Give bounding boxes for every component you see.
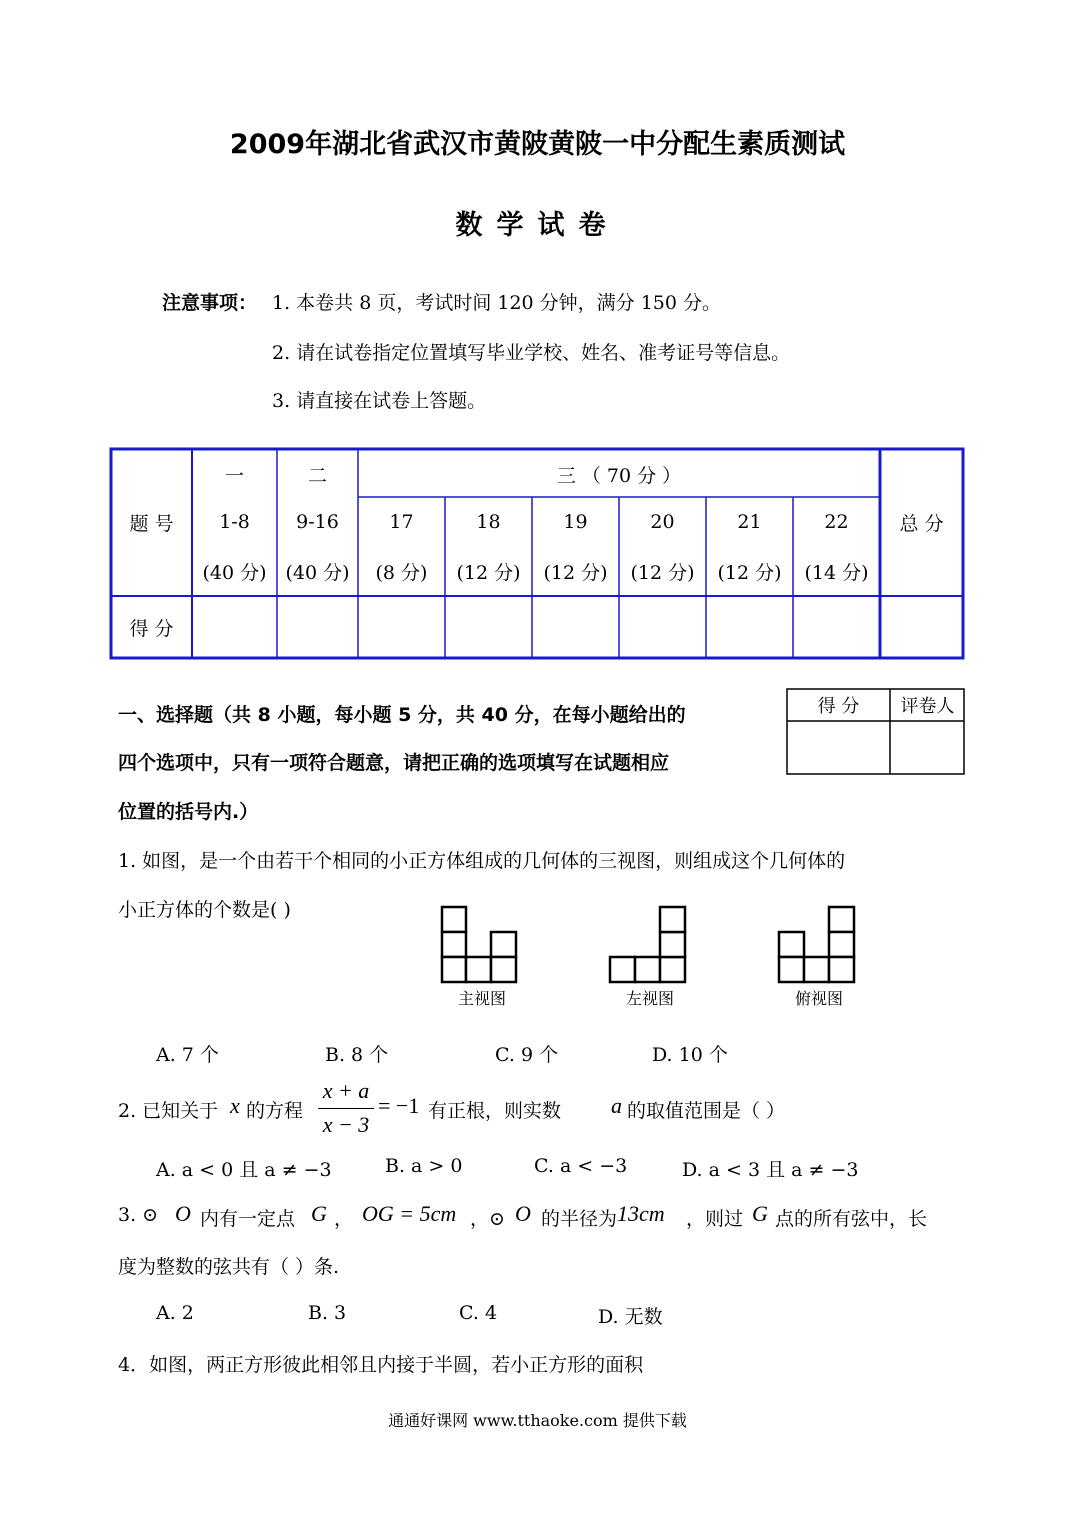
col-points-6: (12 分) [630, 561, 695, 584]
page-subtitle: 数学试卷 [455, 210, 620, 241]
q4-line1: 4．如图，两正方形彼此相邻且内接于半圆，若小正方形的面积 [118, 1354, 644, 1376]
section1-line3: 位置的括号内.） [118, 801, 259, 823]
section-2-header: 二 [307, 464, 327, 487]
col-points-2: (40 分) [285, 561, 350, 584]
col-range-4: 18 [476, 511, 501, 533]
q3-circle-o2: O [515, 1201, 531, 1226]
col-range-7: 21 [737, 511, 762, 533]
q3-line1-a: 3. ⊙ [118, 1204, 159, 1226]
view-label-top: 俯视图 [795, 989, 844, 1008]
total-header: 总 分 [899, 513, 944, 535]
section-3-header: 三 （ 70 分 ） [556, 464, 682, 487]
section-1-header: 一 [224, 464, 244, 487]
q2-option-d: D. a < 3 且 a ≠ −3 [682, 1159, 859, 1181]
col-points-4: (12 分) [456, 561, 521, 584]
notes-label: 注意事项： [162, 292, 258, 314]
q3-radius: 13cm [617, 1201, 665, 1226]
q3-point-g2: G [752, 1201, 768, 1226]
q1-option-c: C. 9 个 [495, 1044, 559, 1066]
note-item-2: 2. 请在试卷指定位置填写毕业学校、姓名、准考证号等信息。 [272, 342, 791, 364]
col-range-1: 1-8 [219, 511, 250, 533]
col-range-3: 17 [389, 511, 414, 533]
note-item-3: 3. 请直接在试卷上答题。 [272, 390, 487, 412]
col-range-8: 22 [824, 511, 849, 533]
grader-score-label: 得 分 [817, 696, 860, 717]
section1-line1: 一、选择题（共 8 小题，每小题 5 分，共 40 分，在每小题给出的 [118, 704, 686, 726]
q2-fraction-bar [318, 1108, 374, 1109]
row-header-score: 得 分 [129, 617, 174, 640]
col-points-7: (12 分) [717, 561, 782, 584]
q3-line1-e: 的半径为 [541, 1208, 618, 1230]
col-range-2: 9-16 [296, 511, 339, 533]
col-range-5: 19 [563, 511, 588, 533]
q2-prefix: 2. 已知关于 [118, 1100, 219, 1122]
q2-equals: = −1 [378, 1093, 420, 1118]
col-points-3: (8 分) [375, 561, 428, 584]
q2-option-c: C. a < −3 [534, 1155, 628, 1177]
q1-line2: 小正方体的个数是( ) [118, 899, 291, 921]
col-points-1: (40 分) [202, 561, 267, 584]
q3-option-b: B. 3 [308, 1302, 347, 1324]
q3-option-a: A. 2 [156, 1302, 194, 1324]
q1-option-a: A. 7 个 [156, 1044, 219, 1066]
q3-og: OG = 5cm [362, 1201, 457, 1226]
q3-line1-b: 内有一定点 [200, 1208, 296, 1230]
q1-line1: 1. 如图，是一个由若干个相同的小正方体组成的几何体的三视图，则组成这个几何体的 [118, 850, 846, 872]
q3-line1-d: ，⊙ [470, 1208, 505, 1230]
col-points-8: (14 分) [804, 561, 869, 584]
q2-var-x: x [230, 1093, 240, 1118]
section1-line2: 四个选项中，只有一项符合题意，请把正确的选项填写在试题相应 [118, 752, 670, 774]
three-views-figure [430, 900, 990, 990]
col-range-6: 20 [650, 511, 675, 533]
q1-option-d: D. 10 个 [652, 1044, 728, 1066]
q2-tail: 的取值范围是（ ） [627, 1100, 786, 1122]
q2-mid: 的方程 [246, 1100, 304, 1122]
col-points-5: (12 分) [543, 561, 608, 584]
q2-denominator: x − 3 [322, 1112, 370, 1137]
row-header-question: 题 号 [129, 513, 174, 535]
page-title: 2009年湖北省武汉市黄陂黄陂一中分配生素质测试 [229, 129, 846, 160]
q2-option-b: B. a > 0 [385, 1155, 463, 1177]
q2-after: 有正根，则实数 [428, 1100, 562, 1122]
q1-option-b: B. 8 个 [325, 1044, 389, 1066]
q3-circle-o1: O [175, 1201, 191, 1226]
grader-name-label: 评卷人 [900, 696, 955, 717]
q2-numerator: x + a [322, 1078, 370, 1103]
q2-var-a: a [611, 1093, 622, 1118]
note-item-1: 1. 本卷共 8 页，考试时间 120 分钟，满分 150 分。 [272, 292, 722, 314]
view-label-left: 左视图 [626, 989, 675, 1008]
q3-line1-f: ，则过 [686, 1208, 744, 1230]
q3-option-c: C. 4 [459, 1302, 498, 1324]
q3-line2: 度为整数的弦共有（ ）条. [118, 1256, 340, 1278]
q3-line1-g: 点的所有弦中，长 [775, 1208, 928, 1230]
view-label-front: 主视图 [458, 989, 507, 1008]
q2-option-a: A. a < 0 且 a ≠ −3 [156, 1159, 332, 1181]
q3-point-g1: G [311, 1201, 327, 1226]
q3-option-d: D. 无数 [598, 1306, 663, 1328]
q3-line1-c: ， [334, 1208, 354, 1230]
page-footer: 通通好课网 www.tthaoke.com 提供下载 [388, 1411, 687, 1430]
